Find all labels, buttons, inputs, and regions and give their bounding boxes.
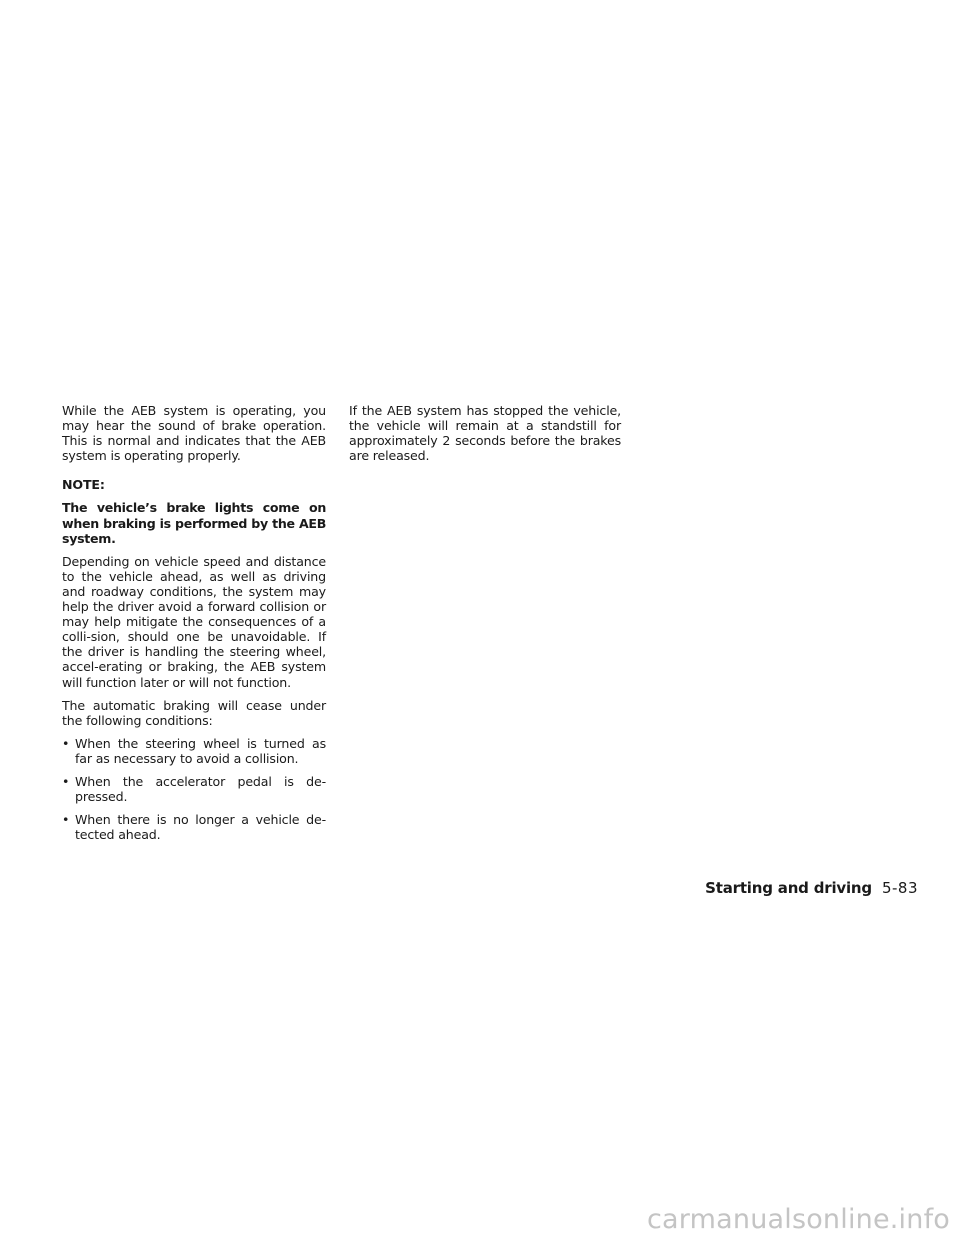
aeb-operation-paragraph: While the AEB system is operating, you may hear the sound of brake operation. This is normal and indicates that the AEB system is operating properly.: [62, 403, 326, 464]
page-footer: [705, 878, 918, 898]
cease-intro-paragraph: The automatic braking will cease under the following conditions:: [62, 697, 326, 728]
watermark: carmanualsonline.info: [647, 1204, 950, 1235]
left-column: [62, 403, 326, 850]
bullet-icon: •: [62, 773, 70, 789]
standstill-paragraph: If the AEB system has stopped the vehicle, the vehicle will remain at a standstill for approximately 2 seconds before the brakes are released.: [349, 403, 621, 464]
page-number: 5-83: [881, 879, 918, 897]
section-title: Starting and driving: [705, 879, 872, 897]
list-item: [62, 812, 326, 842]
condition-text: When the steering wheel is turned as far as necessary to avoid a collision.: [75, 735, 326, 766]
list-item: [62, 774, 326, 804]
note-label: NOTE:: [62, 477, 105, 493]
list-item: [62, 736, 326, 766]
bullet-icon: •: [62, 812, 70, 828]
depending-paragraph: Depending on vehicle speed and distance to the vehicle ahead, as well as driving and roadway conditions, the system may help the driver avoid a forward collision or may help mitigate the consequences of a colli-sion, should one be unavoidable. If the driver is handling the steering wheel, accel-erating or braking, the AEB system will function later or will not function.: [62, 553, 326, 690]
note-body: The vehicle’s brake lights come on when braking is performed by the AEB system.: [62, 500, 326, 546]
right-column: [349, 403, 621, 471]
bullet-icon: •: [62, 735, 70, 751]
condition-text: When there is no longer a vehicle de-tected ahead.: [75, 812, 326, 843]
cease-conditions-list: [62, 736, 326, 843]
condition-text: When the accelerator pedal is de-pressed.: [75, 773, 326, 805]
